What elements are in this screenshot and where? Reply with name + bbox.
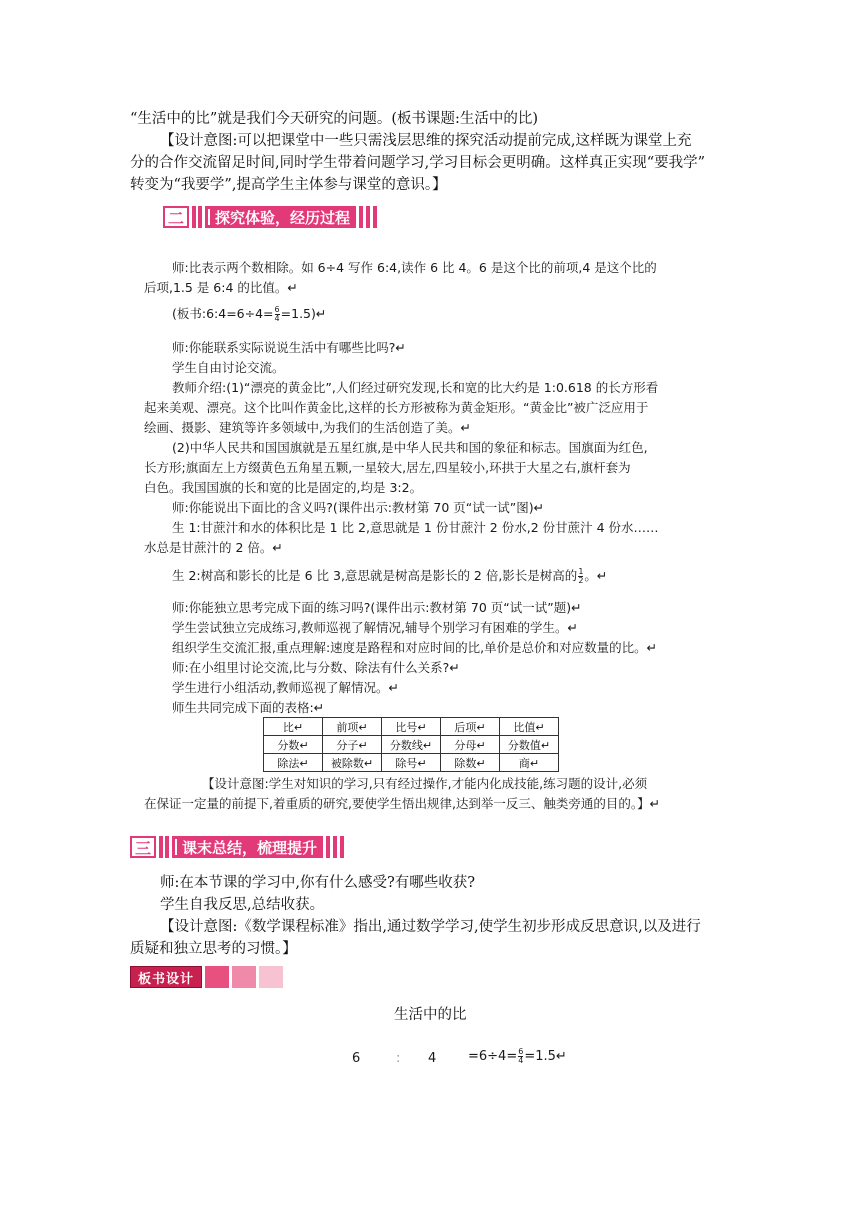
section-3-banner: [130, 836, 344, 858]
design-note-2: 【设计意图:学生对知识的学习,只有经过操作,才能内化成技能,练习题的设计,必须: [202, 776, 648, 791]
text-line: 绘画、摄影、建筑等许多领域中,为我们的生活创造了美。↵: [144, 420, 471, 435]
table-row: [264, 754, 559, 772]
table-cell: 分数值↵: [500, 736, 559, 754]
table-cell: 比号↵: [382, 718, 441, 736]
section-2-title: 探究体验，经历过程: [205, 206, 356, 228]
text-line: 白色。我国国旗的长和宽的比是固定的,均是 3:2。: [144, 480, 423, 495]
intro-line: “生活中的比”就是我们今天研究的问题。(板书课题:生活中的比): [130, 111, 539, 127]
design-note-2-cont: 在保证一定量的前提下,着重质的研究,要使学生悟出规律,达到举一反三、触类旁通的目的。】↵: [144, 796, 661, 811]
board-design-tag: [130, 966, 283, 988]
board-formula: (板书:6:4=6÷4= $\frac{6}{4}$ =1.5)↵: [172, 305, 327, 323]
decor-square: [259, 966, 283, 988]
text-line: 学生自我反思,总结收获。: [160, 897, 325, 913]
design-note-3-cont: 质疑和独立思考的习惯。】: [130, 941, 297, 957]
text-line: 长方形;旗面左上方缀黄色五角星五颗,一星较大,居左,四星较小,环拱于大星之右,旗杆套为: [144, 460, 631, 475]
text-line: (2)中华人民共和国国旗就是五星红旗,是中华人民共和国的象征和标志。国旗面为红色,: [172, 440, 648, 455]
table-cell: 除号↵: [382, 754, 441, 772]
design-note-1-cont: 分的合作交流留足时间,同时学生带着问题学习,学习目标会更明确。这样真正实现“要我学”: [130, 155, 706, 171]
board-ratio-back: 4: [428, 1051, 437, 1066]
table-cell: 比值↵: [500, 718, 559, 736]
text-line: 师:在小组里讨论交流,比与分数、除法有什么关系?↵: [172, 660, 460, 675]
table-cell: 除法↵: [264, 754, 323, 772]
decor-square: [232, 966, 256, 988]
design-note-3: 【设计意图:《数学课程标准》指出,通过数学学习,使学生初步形成反思意识,以及进行: [160, 919, 701, 935]
table-cell: 比↵: [264, 718, 323, 736]
section-2-banner: [163, 206, 377, 228]
design-note-1: 【设计意图:可以把课堂中一些只需浅层思维的探究活动提前完成,这样既为课堂上充: [160, 133, 692, 149]
board-ratio-colon: :: [396, 1051, 401, 1066]
text-line: 后项,1.5 是 6:4 的比值。↵: [144, 280, 298, 295]
table-cell: 分子↵: [323, 736, 382, 754]
table-row: [264, 736, 559, 754]
text-line: 组织学生交流汇报,重点理解:速度是路程和对应时间的比,单价是总价和对应数量的比。↵: [172, 640, 658, 655]
board-design-label: 板书设计: [130, 966, 202, 988]
table-cell: 前项↵: [323, 718, 382, 736]
text-line: 师:你能独立思考完成下面的练习吗?(课件出示:教材第 70 页“试一试”题)↵: [172, 600, 582, 615]
table-cell: 除数↵: [441, 754, 500, 772]
text-line: 师:你能说出下面比的含义吗?(课件出示:教材第 70 页“试一试”图)↵: [172, 500, 545, 515]
design-note-1-end: 转变为“我要学”,提高学生主体参与课堂的意识。】: [130, 177, 447, 193]
table-cell: 商↵: [500, 754, 559, 772]
table-cell: 被除数↵: [323, 754, 382, 772]
section-2-number: 二: [163, 206, 189, 228]
text-line: 水总是甘蔗汁的 2 倍。↵: [144, 540, 283, 555]
text-line: 师:在本节课的学习中,你有什么感受?有哪些收获?: [160, 875, 476, 891]
text-line: 师:你能联系实际说说生活中有哪些比吗?↵: [172, 340, 406, 355]
table-cell: 分母↵: [441, 736, 500, 754]
text-line: 学生进行小组活动,教师巡视了解情况。↵: [172, 680, 399, 695]
table-cell: 后项↵: [441, 718, 500, 736]
text-line: 学生尝试独立完成练习,教师巡视了解情况,辅导个别学习有困难的学生。↵: [172, 620, 578, 635]
section-3-number: 三: [130, 836, 156, 858]
text-line: 生 1:甘蔗汁和水的体积比是 1 比 2,意思就是 1 份甘蔗汁 2 份水,2 份甘蔗汁 4 份水……: [172, 520, 659, 535]
ratio-comparison-table: [263, 717, 559, 772]
table-cell: 分数↵: [264, 736, 323, 754]
table-cell: 分数线↵: [382, 736, 441, 754]
board-ratio-front: 6: [352, 1051, 361, 1066]
text-line: 生 2:树高和影长的比是 6 比 3,意思就是树高是影长的 2 倍,影长是树高的 $\frac{1}{2}$ 。↵: [172, 567, 608, 585]
board-title: 生活中的比: [394, 1007, 467, 1023]
text-line: 师:比表示两个数相除。如 6÷4 写作 6:4,读作 6 比 4。6 是这个比的前项,4 是这个比的: [172, 260, 657, 275]
text-line: 师生共同完成下面的表格:↵: [172, 700, 325, 715]
section-3-title: 课末总结，梳理提升: [172, 836, 323, 858]
text-line: 起来美观、漂亮。这个比叫作黄金比,这样的长方形被称为黄金矩形。“黄金比”被广泛应用于: [144, 400, 649, 415]
decor-square: [205, 966, 229, 988]
board-equation: =6÷4= $\frac{6}{4}$ =1.5↵: [468, 1047, 567, 1065]
table-row: [264, 718, 559, 736]
text-line: 教师介绍:(1)“漂亮的黄金比”,人们经过研究发现,长和宽的比大约是 1:0.618 的长方形看: [172, 380, 659, 395]
text-line: 学生自由讨论交流。: [172, 360, 285, 375]
